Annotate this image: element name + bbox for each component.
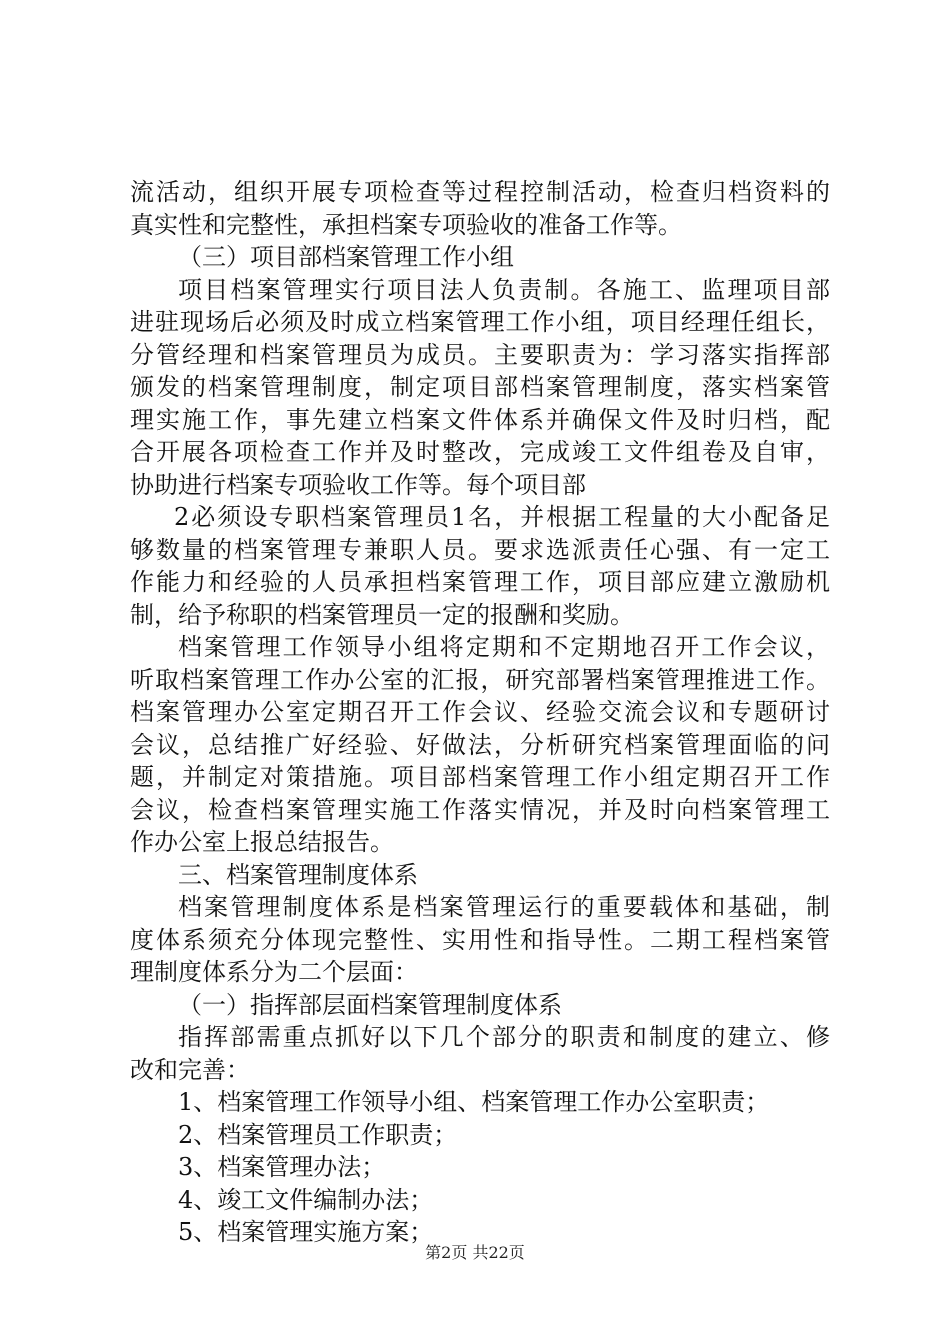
text-line: 听取档案管理工作办公室的汇报，研究部署档案管理推进工作。 — [130, 665, 830, 694]
text-line: （一）指挥部层面档案管理制度体系 — [178, 990, 562, 1019]
text-line: 协助进行档案专项验收工作等。每个项目部 — [130, 470, 586, 499]
text-line: 流活动，组织开展专项检查等过程控制活动，检查归档资料的 — [130, 178, 830, 206]
text-line: 度体系须充分体现完整性、实用性和指导性。二期工程档案管 — [130, 925, 830, 954]
text-line: 题，并制定对策措施。项目部档案管理工作小组定期召开工作 — [130, 763, 830, 791]
text-line: 分管经理和档案管理员为成员。主要职责为：学习落实指挥部 — [130, 340, 830, 369]
text-line: 2必须设专职档案管理员1名，并根据工程量的大小配备足 — [174, 503, 830, 531]
text-line: 档案管理制度体系是档案管理运行的重要载体和基础，制 — [178, 893, 830, 921]
text-line: 够数量的档案管理专兼职人员。要求选派责任心强、有一定工 — [130, 535, 830, 564]
text-line: 制，给予称职的档案管理员一定的报酬和奖励。 — [130, 600, 634, 629]
page-footer: 第2页 共22页 — [425, 1243, 525, 1262]
text-line: 3、档案管理办法； — [178, 1153, 386, 1181]
text-line: 会议，总结推广好经验、好做法，分析研究档案管理面临的问 — [130, 730, 830, 759]
text-line: 理实施工作，事先建立档案文件体系并确保文件及时归档，配 — [130, 405, 830, 434]
text-line: 会议，检查档案管理实施工作落实情况，并及时向档案管理工 — [130, 795, 830, 824]
text-line: 2、档案管理员工作职责； — [178, 1120, 458, 1149]
text-line: 真实性和完整性，承担档案专项验收的准备工作等。 — [130, 210, 682, 239]
text-line: 档案管理工作领导小组将定期和不定期地召开工作会议， — [178, 633, 830, 661]
text-line: 项目档案管理实行项目法人负责制。各施工、监理项目部 — [178, 275, 830, 304]
text-line: 作能力和经验的人员承担档案管理工作，项目部应建立激励机 — [130, 568, 830, 596]
document-body — [130, 176, 830, 1249]
text-line: 指挥部需重点抓好以下几个部分的职责和制度的建立、修 — [178, 1023, 830, 1051]
text-line: （三）项目部档案管理工作小组 — [178, 243, 514, 271]
text-line: 三、档案管理制度体系 — [178, 860, 418, 889]
text-line: 颁发的档案管理制度，制定项目部档案管理制度，落实档案管 — [130, 373, 830, 401]
text-line: 4、竣工文件编制办法； — [178, 1185, 434, 1214]
text-line: 1、档案管理工作领导小组、档案管理工作办公室职责； — [178, 1088, 770, 1116]
text-line: 进驻现场后必须及时成立档案管理工作小组，项目经理任组长， — [130, 308, 830, 336]
text-line: 5、档案管理实施方案； — [178, 1218, 434, 1246]
text-line: 合开展各项检查工作并及时整改，完成竣工文件组卷及自审， — [130, 438, 830, 466]
text-line: 理制度体系分为二个层面： — [130, 958, 418, 986]
text-line: 作办公室上报总结报告。 — [130, 828, 394, 856]
text-line: 档案管理办公室定期召开工作会议、经验交流会议和专题研讨 — [130, 698, 830, 726]
text-line: 改和完善： — [130, 1055, 250, 1084]
